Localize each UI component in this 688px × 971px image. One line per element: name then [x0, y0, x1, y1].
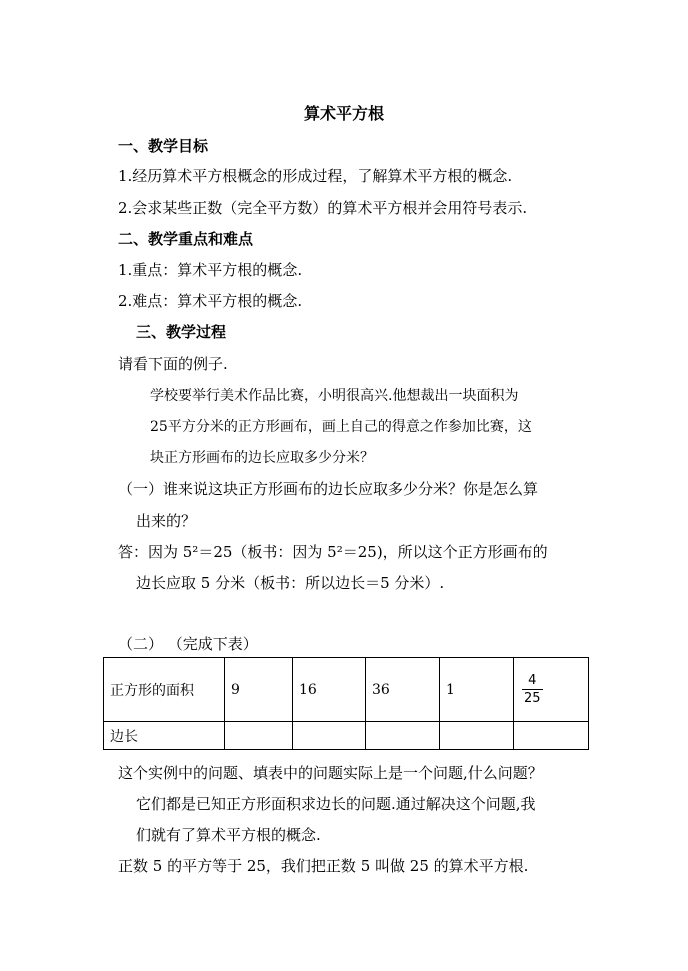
- area-cell-fraction: [514, 658, 589, 722]
- side-cell: [514, 722, 589, 750]
- fraction-numerator: 4: [522, 672, 543, 690]
- side-cell: [293, 722, 366, 750]
- fraction-denominator: 25: [524, 691, 541, 706]
- conclusion-line-2: 它们都是已知正方形面积求边长的问题.通过解决这个问题,我: [136, 795, 536, 813]
- conclusion-line-1: 这个实例中的问题、填表中的问题实际上是一个问题,什么问题？: [118, 764, 543, 782]
- side-cell: [225, 722, 293, 750]
- side-cell: [440, 722, 514, 750]
- example-text-line-2: 25平方分米的正方形画布，画上自己的得意之作参加比赛，这: [150, 419, 532, 435]
- key-point-1: 1.重点：算术平方根的概念.: [118, 261, 303, 279]
- page-title: 算术平方根: [303, 104, 384, 123]
- row-header-area: 正方形的面积: [104, 658, 225, 722]
- goal-item-2: 2.会求某些正数（完全平方数）的算术平方根并会用符号表示.: [118, 199, 528, 217]
- side-cell: [366, 722, 440, 750]
- question-line-1: （一）谁来说这块正方形画布的边长应取多少分米？你是怎么算: [118, 480, 539, 498]
- table-caption: （二） （完成下表）: [118, 635, 258, 653]
- conclusion-line-4: 正数 5 的平方等于 25，我们把正数 5 叫做 25 的算术平方根.: [118, 857, 529, 875]
- answer-line-1: 答：因为 5²＝25（板书：因为 5²＝25)，所以这个正方形画布的: [118, 543, 548, 561]
- example-text-line-1: 学校要举行美术作品比赛，小明很高兴.他想裁出一块面积为: [150, 388, 519, 404]
- area-cell: 36: [366, 658, 440, 722]
- table-row-area: [104, 658, 589, 722]
- fraction: [522, 672, 543, 707]
- process-heading: 三、教学过程: [136, 323, 227, 341]
- example-text-line-3: 块正方形画布的边长应取多少分米？: [150, 450, 374, 466]
- area-cell: 16: [293, 658, 366, 722]
- key-point-2: 2.难点：算术平方根的概念.: [118, 292, 303, 310]
- row-header-side: 边长: [104, 722, 225, 750]
- area-cell: 1: [440, 658, 514, 722]
- area-cell: 9: [225, 658, 293, 722]
- conclusion-line-3: 们就有了算术平方根的概念.: [136, 826, 321, 844]
- key-points-heading: 二、教学重点和难点: [118, 230, 254, 248]
- square-table: [103, 657, 589, 750]
- goal-item-1: 1.经历算术平方根概念的形成过程，了解算术平方根的概念.: [118, 167, 513, 185]
- table-row-side: [104, 722, 589, 750]
- answer-line-2: 边长应取 5 分米（板书：所以边长＝5 分米）.: [136, 574, 445, 592]
- goals-heading: 一、教学目标: [118, 137, 209, 155]
- question-line-2: 出来的？: [136, 512, 197, 530]
- example-intro: 请看下面的例子.: [118, 355, 228, 373]
